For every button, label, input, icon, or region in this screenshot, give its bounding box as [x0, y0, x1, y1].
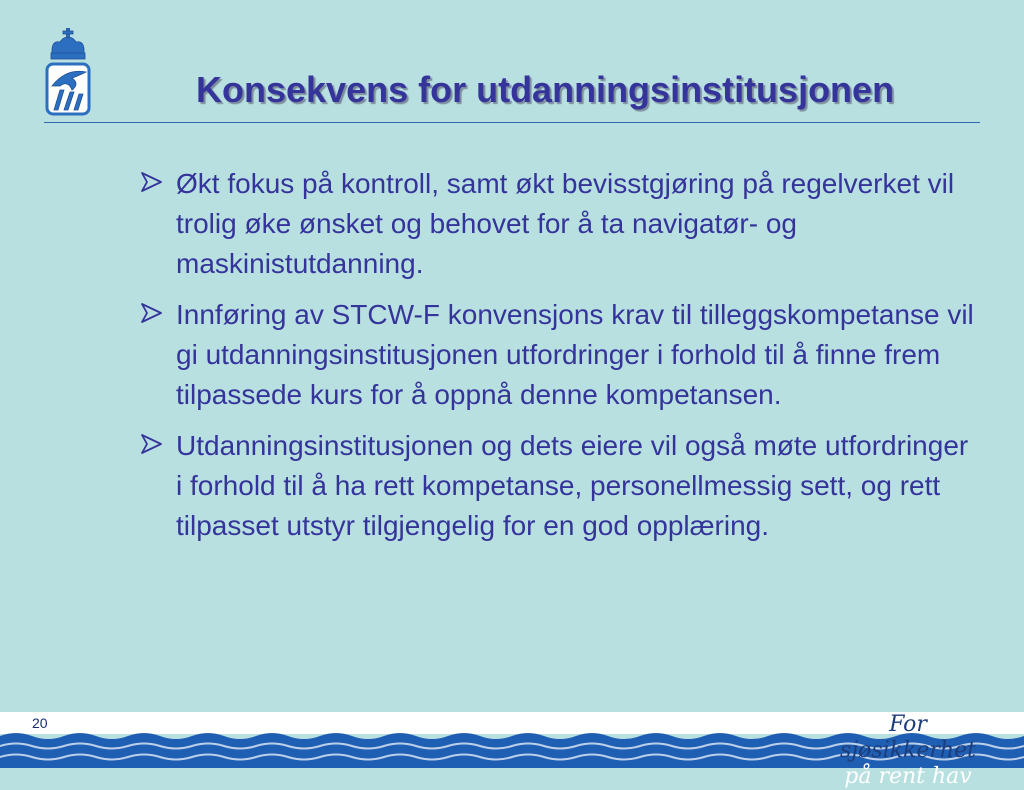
- bullet-item: [140, 295, 980, 415]
- page-number: 20: [32, 715, 48, 731]
- bullet-item: [140, 164, 980, 284]
- arrowhead-bullet-icon: [140, 434, 162, 454]
- bullet-text: Innføring av STCW-F konvensjons krav til tilleggskompetanse vil gi utdanningsinstitusjonen utfordringer i forhold til å finne frem tilpassede kurs for å oppnå denne kompetansen.: [176, 299, 974, 410]
- slogan-line-1: For sjøsikkerhet: [840, 712, 976, 763]
- crown-dolphin-logo-icon: [42, 28, 94, 116]
- slide-title: Konsekvens for utdanningsinstitusjonen: [196, 69, 895, 110]
- bullet-item: [140, 426, 980, 546]
- arrowhead-bullet-icon: [140, 303, 162, 323]
- wave-footer: [0, 712, 1024, 789]
- arrowhead-bullet-icon: [140, 172, 162, 192]
- bullet-list: [140, 164, 980, 557]
- footer-slogan: [818, 712, 998, 790]
- slogan-line-2: på rent hav: [844, 764, 972, 789]
- bullet-text: Økt fokus på kontroll, samt økt bevisstgjøring på regelverket vil trolig øke ønsket og behovet for å ta navigatør- og maskinistutdanning.: [176, 168, 955, 279]
- bullet-text: Utdanningsinstitusjonen og dets eiere vil også møte utfordringer i forhold til å ha rett kompetanse, personellmessig sett, og rett tilpasset utstyr tilgjengelig for en god opplæring.: [176, 430, 969, 541]
- title-divider: [44, 122, 980, 123]
